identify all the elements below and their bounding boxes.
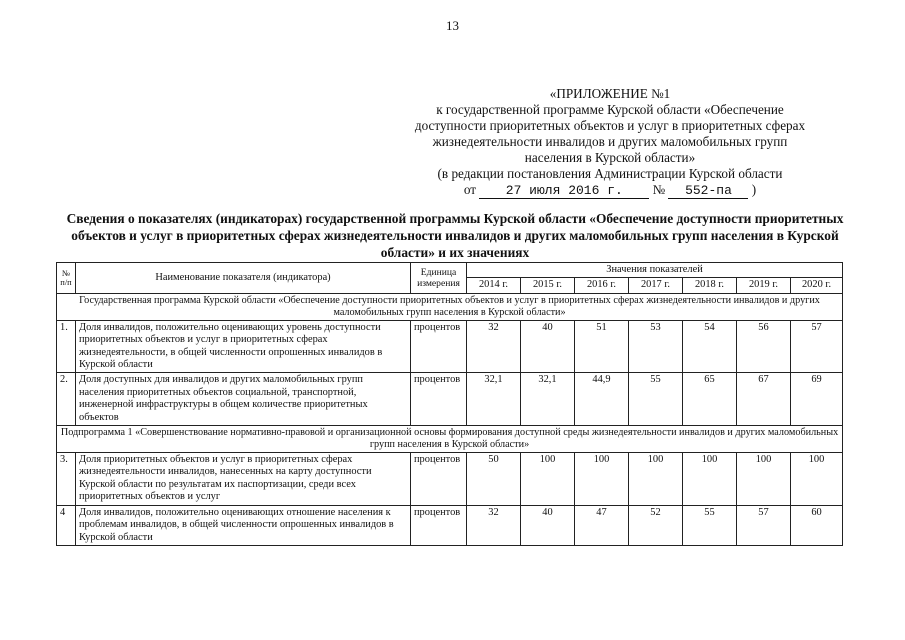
row-unit: процентов	[411, 505, 467, 545]
section-row	[57, 426, 843, 453]
row-value: 57	[791, 320, 843, 373]
row-value: 40	[521, 320, 575, 373]
header-year: 2020 г.	[791, 278, 843, 293]
row-value: 100	[521, 453, 575, 506]
row-value: 69	[791, 373, 843, 426]
row-num: 4	[57, 505, 76, 545]
appendix-line: населения в Курской области»	[524, 150, 696, 165]
row-value: 55	[683, 505, 737, 545]
header-values: Значения показателей	[467, 263, 843, 278]
appendix-line: (в редакции постановления Администрации Курской области	[437, 166, 783, 181]
appendix-header	[370, 86, 850, 199]
row-name: Доля доступных для инвалидов и других маломобильных групп населения приоритетных объектов социальной, транспортной, инженерной инфраструктуры в общем количестве приоритетных объектов	[76, 373, 411, 426]
resolution-date: 27 июля 2016 г.	[479, 184, 649, 199]
resolution-number: 552-па	[668, 184, 748, 199]
row-value: 32	[467, 320, 521, 373]
section-program: Государственная программа Курской области «Обеспечение доступности приоритетных объектов и услуг в приоритетных сферах жизнедеятельности инвалидов и других маломобильных групп населения в Курской области»	[57, 293, 843, 320]
row-value: 56	[737, 320, 791, 373]
row-value: 54	[683, 320, 737, 373]
table-header-row	[57, 263, 843, 278]
row-num: 1.	[57, 320, 76, 373]
row-unit: процентов	[411, 373, 467, 426]
row-value: 100	[791, 453, 843, 506]
appendix-title: «ПРИЛОЖЕНИЕ №1	[549, 86, 671, 101]
row-value: 32,1	[467, 373, 521, 426]
row-value: 65	[683, 373, 737, 426]
table-row	[57, 320, 843, 373]
header-num: № п/п	[57, 263, 76, 294]
row-value: 100	[629, 453, 683, 506]
closing-bracket: )	[751, 182, 757, 197]
resolution-date-line	[370, 182, 850, 199]
header-unit: Единица измерения	[411, 263, 467, 294]
header-year: 2018 г.	[683, 278, 737, 293]
row-value: 44,9	[575, 373, 629, 426]
row-value: 47	[575, 505, 629, 545]
row-value: 67	[737, 373, 791, 426]
row-num: 2.	[57, 373, 76, 426]
row-value: 52	[629, 505, 683, 545]
row-value: 32	[467, 505, 521, 545]
header-year: 2017 г.	[629, 278, 683, 293]
table-row	[57, 453, 843, 506]
appendix-line: доступности приоритетных объектов и услуг в приоритетных сферах	[414, 118, 806, 133]
header-year: 2015 г.	[521, 278, 575, 293]
table-row	[57, 373, 843, 426]
row-value: 100	[575, 453, 629, 506]
row-value: 53	[629, 320, 683, 373]
section-subprogram: Подпрограмма 1 «Совершенствование нормативно-правовой и организационной основы формирования доступной среды жизнедеятельности инвалидов и других маломобильных групп населения в Курской области»	[57, 426, 843, 453]
row-name: Доля инвалидов, положительно оценивающих отношение населения к проблемам инвалидов, в общей численности опрошенных инвалидов в Курской области	[76, 505, 411, 545]
indicators-table	[56, 262, 843, 546]
header-year: 2014 г.	[467, 278, 521, 293]
section-row	[57, 293, 843, 320]
row-unit: процентов	[411, 453, 467, 506]
document-title: Сведения о показателях (индикаторах) государственной программы Курской области «Обеспечение доступности приоритетных объектов и услуг в приоритетных сферах жизнедеятельности инвалидов и других маломобильных групп населения в Курской области» и их значениях	[66, 211, 844, 260]
row-value: 40	[521, 505, 575, 545]
row-value: 50	[467, 453, 521, 506]
header-year: 2016 г.	[575, 278, 629, 293]
header-name: Наименование показателя (индикатора)	[76, 263, 411, 294]
row-name: Доля приоритетных объектов и услуг в приоритетных сферах жизнедеятельности инвалидов, нанесенных на карту доступности Курской области по результатам их паспортизации, среди всех приоритетных объектов и услуг	[76, 453, 411, 506]
row-value: 60	[791, 505, 843, 545]
row-name: Доля инвалидов, положительно оценивающих уровень доступности приоритетных объектов и услуг в приоритетных сферах жизнедеятельности, в общей численности опрошенных инвалидов в Курской области	[76, 320, 411, 373]
row-num: 3.	[57, 453, 76, 506]
row-value: 55	[629, 373, 683, 426]
row-unit: процентов	[411, 320, 467, 373]
page-number: 13	[446, 18, 459, 33]
date-prefix: от	[463, 182, 476, 197]
header-year: 2019 г.	[737, 278, 791, 293]
row-value: 32,1	[521, 373, 575, 426]
row-value: 51	[575, 320, 629, 373]
number-prefix: №	[652, 182, 666, 197]
row-value: 57	[737, 505, 791, 545]
appendix-line: жизнедеятельности инвалидов и других маломобильных групп	[432, 134, 788, 149]
appendix-line: к государственной программе Курской области «Обеспечение	[436, 102, 784, 117]
table-row	[57, 505, 843, 545]
row-value: 100	[683, 453, 737, 506]
row-value: 100	[737, 453, 791, 506]
